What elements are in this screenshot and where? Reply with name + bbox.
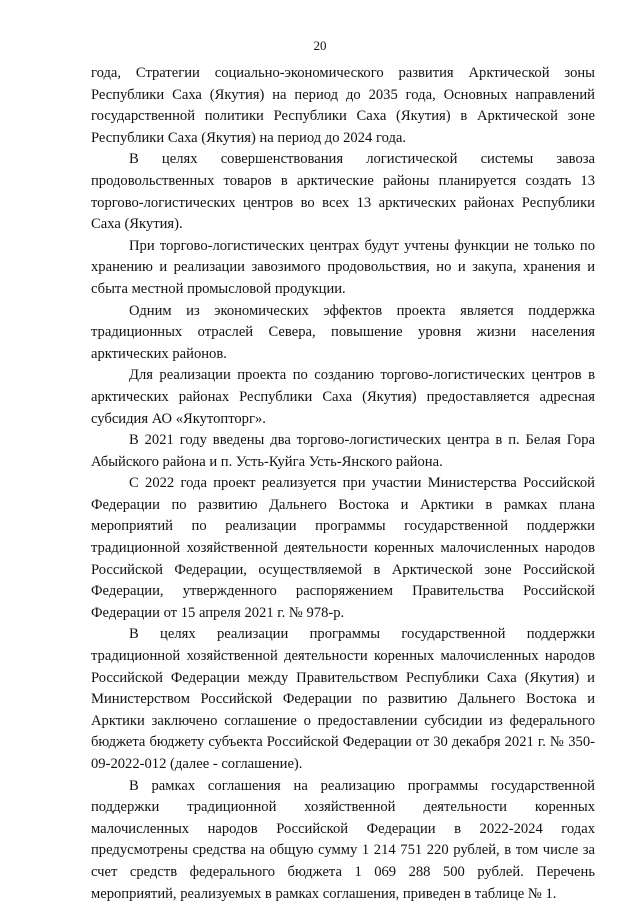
- paragraph-2022-project: С 2022 года проект реализуется при участии Министерства Российской Федерации по развитию Дальнего Востока и Арктики в рамках плана мероприятий по реализации программы государственной поддержки традиционной хозяйственной деятельности коренных малочисленных народов Российской Федерации, осуществляемой в Арктической зоне Российской Федерации, утвержденного распоряжением Правительства Российской Федерации от 15 апреля 2021 г. № 978-р.: [91, 475, 595, 621]
- paragraph-2021-centers: В 2021 году введены два торгово-логистических центра в п. Белая Гора Абыйского района и п. Усть-Куйга Усть-Янского района.: [91, 432, 595, 470]
- paragraph-funding: В рамках соглашения на реализацию программы государственной поддержки традиционной хозяйственной деятельности коренных малочисленных народов Российской Федерации в 2022-2024 годах предусмотрены средства на общую сумму 1 214 751 220 рублей, в том числе за счет средств федерального бюджета 1 069 288 500 рублей. Перечень мероприятий, реализуемых в рамках соглашения, приведен в таблице № 1.: [91, 777, 595, 902]
- paragraph-continued: года, Стратегии социально-экономического развития Арктической зоны Республики Саха (Якутия) на период до 2035 года, Основных направлений государственной политики Республики Саха (Якутия) в Арктической зоне Республики Саха (Якутия) на период до 2024 года.: [91, 65, 595, 146]
- page-number: 20: [313, 38, 327, 53]
- document-body: [91, 63, 595, 905]
- paragraph-economic-effects: Одним из экономических эффектов проекта является поддержка традиционных отраслей Севера, повышение уровня жизни населения арктических районов.: [91, 302, 595, 362]
- paragraph-subsidy: Для реализации проекта по созданию торгово-логистических центров в арктических районах Республики Саха (Якутия) предоставляется адресная субсидия АО «Якутопторг».: [91, 367, 595, 427]
- paragraph-logistics-system: В целях совершенствования логистической системы завоза продовольственных товаров в арктические районы планируется создать 13 торгово-логистических центров во всех 13 арктических районах Республики Саха (Якутия).: [91, 151, 595, 233]
- paragraph-center-functions: При торгово-логистических центрах будут учтены функции не только по хранению и реализации завозимого продовольствия, но и закупа, хранения и сбыта местной промысловой продукции.: [91, 237, 595, 297]
- paragraph-agreement: В целях реализации программы государственной поддержки традиционной хозяйственной деятельности коренных малочисленных народов Российской Федерации между Правительством Республики Саха (Якутия) и Министерством Российской Федерации по развитию Дальнего Востока и Арктики заключено соглашение о предоставлении субсидии из федерального бюджета бюджету субъекта Российской Федерации от 30 декабря 2021 г. № 350-09-2022-012 (далее - соглашение).: [91, 626, 595, 772]
